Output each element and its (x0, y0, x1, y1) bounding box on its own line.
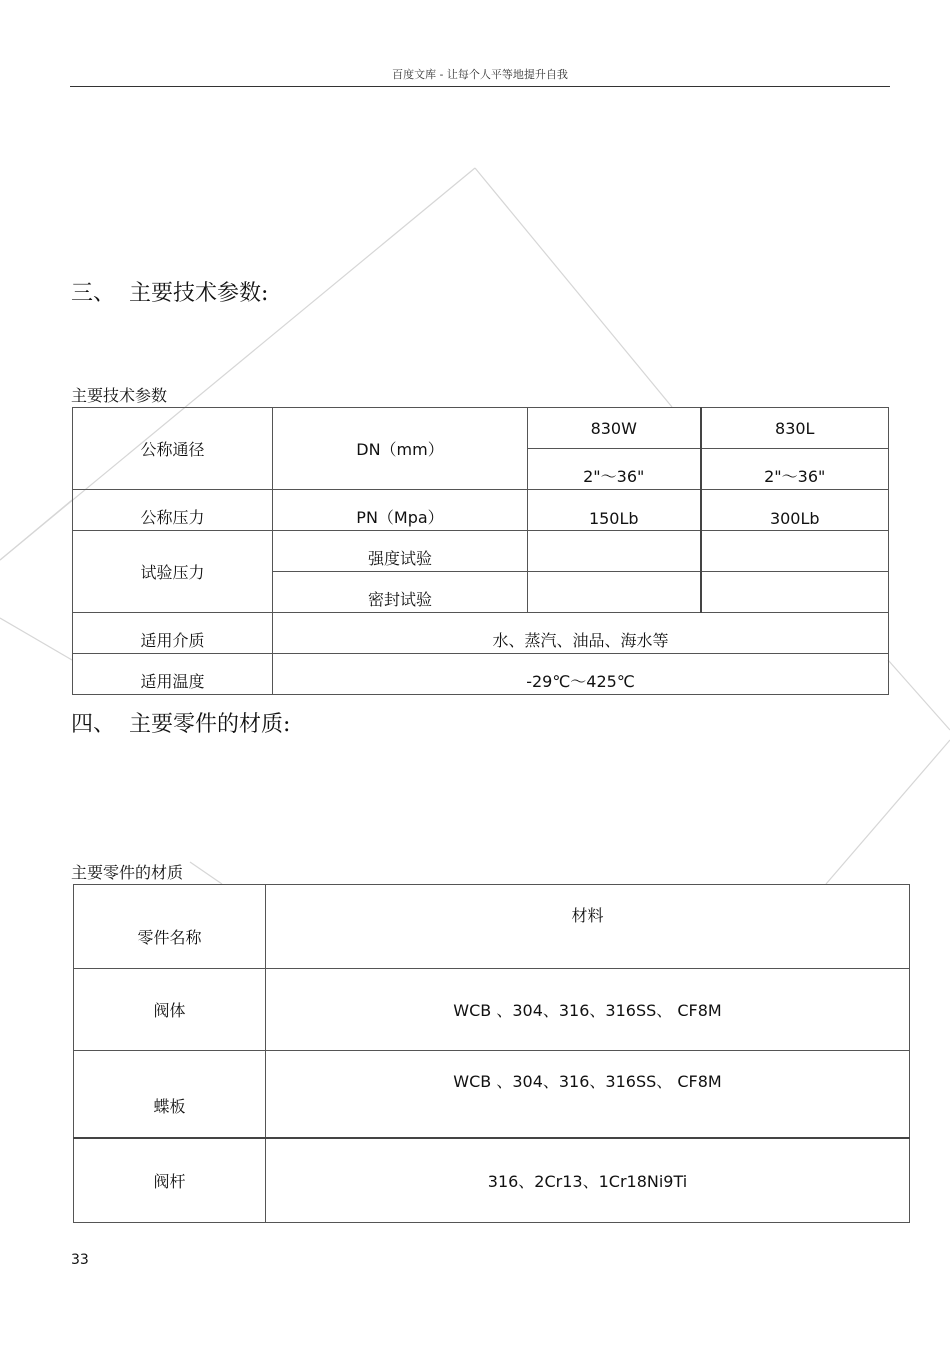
temperature-value: -29℃～425℃ (273, 654, 889, 695)
seal-test-830w (528, 572, 701, 613)
strength-test-label: 强度试验 (273, 531, 528, 572)
technical-parameters-table (72, 407, 889, 695)
table-row (74, 1138, 910, 1223)
material-cell: WCB 、304、316、316SS、 CF8M (266, 969, 910, 1051)
nominal-pressure-unit: PN（Mpa） (273, 490, 528, 531)
material-header: 材料 (266, 885, 910, 969)
seal-test-label: 密封试验 (273, 572, 528, 613)
table-row (73, 531, 889, 572)
medium-value: 水、蒸汽、油品、海水等 (273, 613, 889, 654)
medium-label: 适用介质 (73, 613, 273, 654)
table-row (74, 1051, 910, 1138)
part-name-cell: 蝶板 (74, 1051, 266, 1138)
section-4-title: 主要零件的材质: (129, 712, 291, 737)
part-name-cell: 阀杆 (74, 1138, 266, 1223)
header-divider (70, 86, 890, 87)
page-header: 百度文库 - 让每个人平等地提升自我 (392, 68, 568, 81)
strength-test-830w (528, 531, 701, 572)
table-row (73, 613, 889, 654)
page-number: 33 (71, 1252, 89, 1268)
section-3-number: 三、 (71, 281, 116, 306)
section-4-number: 四、 (71, 712, 116, 737)
table-row (73, 408, 889, 449)
size-range-830w: 2"～36" (528, 449, 701, 490)
spec-table-caption: 主要技术参数 (71, 386, 168, 405)
temperature-label: 适用温度 (73, 654, 273, 695)
material-cell: 316、2Cr13、1Cr18Ni9Ti (266, 1138, 910, 1223)
part-name-cell: 阀体 (74, 969, 266, 1051)
materials-table (73, 884, 910, 1223)
material-cell: WCB 、304、316、316SS、 CF8M (266, 1051, 910, 1138)
test-pressure-label: 试验压力 (73, 531, 273, 613)
strength-test-830l (701, 531, 889, 572)
section-4-heading (71, 707, 290, 738)
section-3-title: 主要技术参数: (129, 281, 269, 306)
table-row (73, 654, 889, 695)
nominal-pressure-label: 公称压力 (73, 490, 273, 531)
section-3-heading (71, 276, 268, 307)
table-row (74, 969, 910, 1051)
pressure-830w: 150Lb (528, 490, 701, 531)
part-name-header: 零件名称 (74, 885, 266, 969)
nominal-size-unit: DN（mm） (273, 408, 528, 490)
pressure-830l: 300Lb (701, 490, 889, 531)
nominal-size-label: 公称通径 (73, 408, 273, 490)
size-range-830l: 2"～36" (701, 449, 889, 490)
model-830l: 830L (701, 408, 889, 449)
table-header-row (74, 885, 910, 969)
materials-table-caption: 主要零件的材质 (71, 863, 184, 882)
model-830w: 830W (528, 408, 701, 449)
seal-test-830l (701, 572, 889, 613)
table-row (73, 490, 889, 531)
